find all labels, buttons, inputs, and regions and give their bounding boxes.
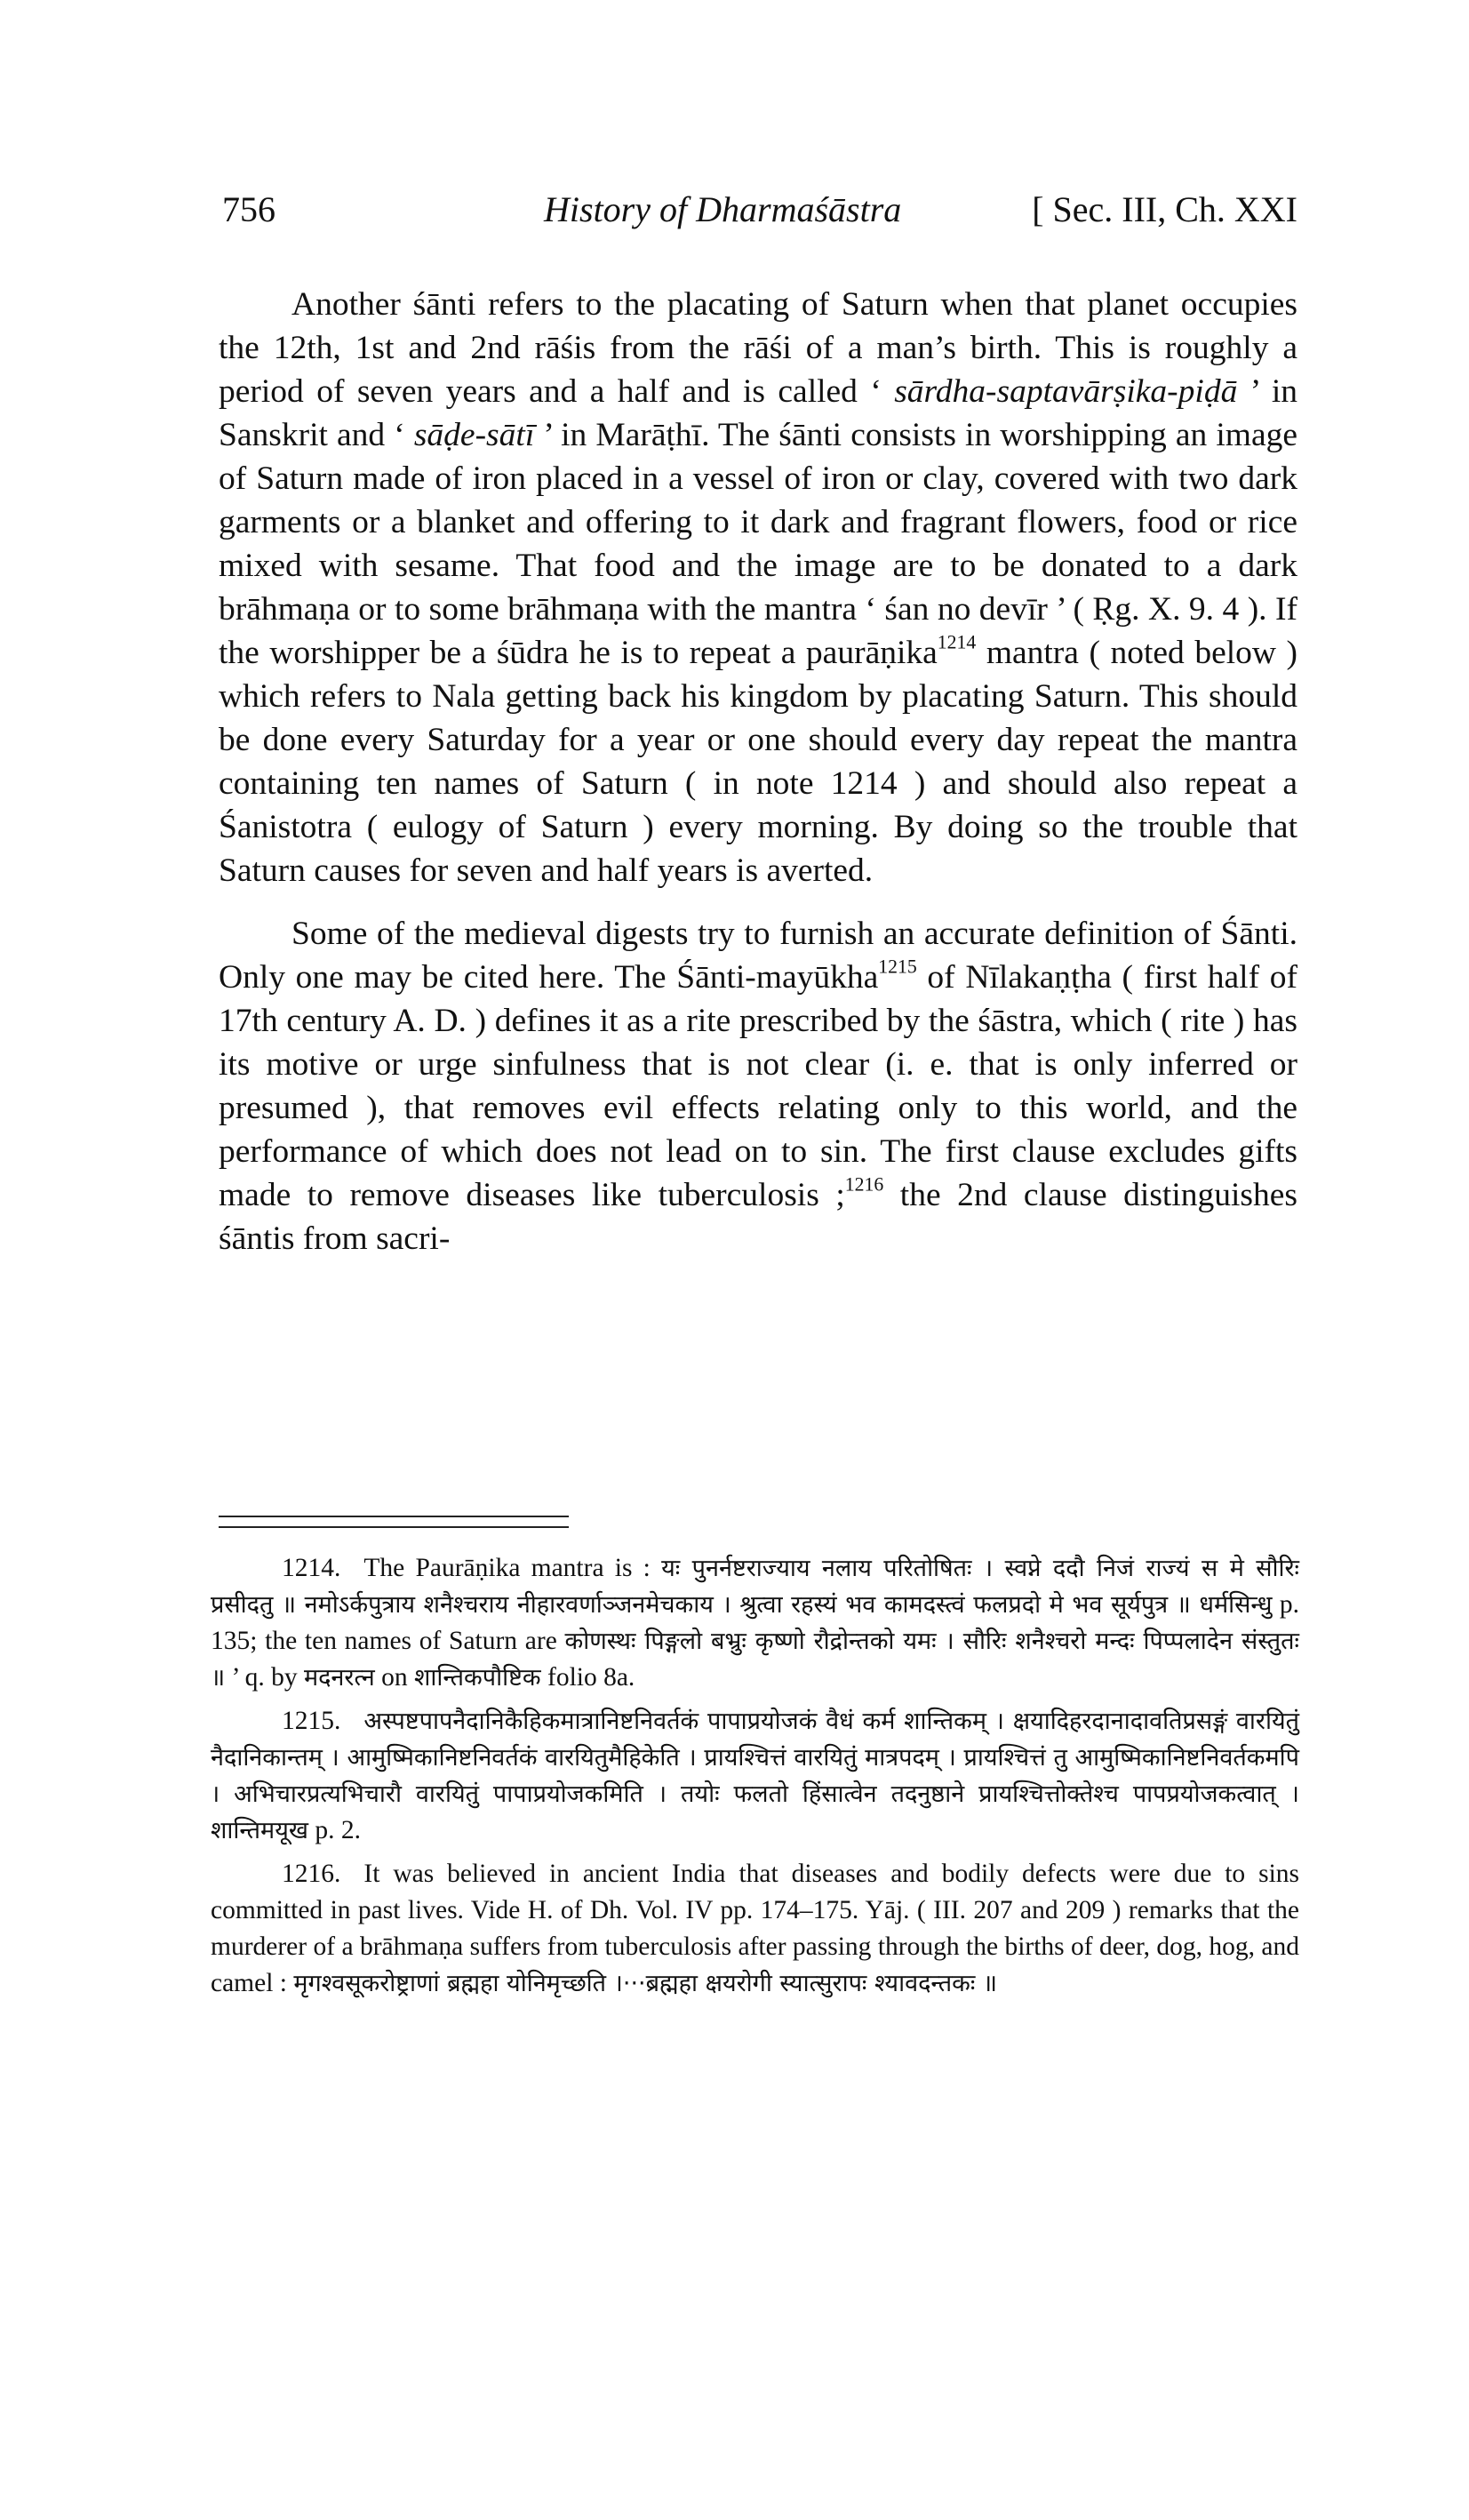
- p1-text-2: ’ in Sanskrit and ‘: [219, 373, 1298, 453]
- footnote-number: 1215.: [282, 1707, 341, 1735]
- fn1214-text-a: The Paurāṇika mantra is :: [363, 1554, 662, 1582]
- footnote-ref-1216[interactable]: 1216: [844, 1173, 884, 1196]
- fn1216-text-a: It was believed in ancient India that diseases and bodily defects were due to sins committed in past lives. Vide H. of Dh. Vol. IV pp. 174–175. Yāj. ( III. 207 and 209 ) remarks that the murderer of a brāhmaṇa suffers from tuberculosis after passing through the births of deer, dog, hog, and camel :: [211, 1860, 1299, 1997]
- fn1214-text-g: on: [374, 1663, 414, 1692]
- fn1214-sanskrit-names: कोणस्थः पिङ्गलो बभ्रुः कृष्णो रौद्रोन्तको यमः । सौरिः शनैश्चरो मन्दः पिप्पलादेन संस्तुतः ॥: [211, 1628, 1299, 1692]
- main-text: [219, 283, 1297, 1260]
- fn1214-text-e: ’ q. by: [225, 1663, 304, 1692]
- footnote-divider-bottom: [219, 1526, 569, 1528]
- fn1216-sanskrit-quote: मृगश्वसूकरोष्ट्राणां ब्रह्महा योनिमृच्छति ।···ब्रह्महा क्षयरोगी स्यात्सुरापः श्यावदन्तकः ॥: [293, 1970, 998, 1997]
- footnote-divider-top: [219, 1516, 569, 1517]
- footnote-ref-1215[interactable]: 1215: [878, 956, 917, 978]
- footnote-ref-1214[interactable]: 1214: [937, 631, 977, 653]
- page-header: [222, 188, 1297, 242]
- p1-term-sanskrit: sārdha-saptavārṣika-piḍā: [894, 373, 1238, 410]
- running-title: History of Dharmaśāstra: [544, 189, 902, 229]
- fn1214-text-c: p. 135; the ten names of Saturn are: [211, 1590, 1299, 1655]
- fn1214-source-title: शान्तिकपौष्टिक: [414, 1664, 541, 1692]
- p1-text-1: Another śānti refers to the placating of Saturn when that planet occupies the 12th, 1st and 2nd rāśis from the rāśi of a man’s birth. This is roughly a period of seven years and a half and is called ‘: [219, 286, 1297, 410]
- footnote-1216: [211, 1856, 1299, 2002]
- p1-text-3: ’ in Marāṭhī. The śānti consists in worshipping an image of Saturn made of iron placed in a vessel of iron or clay, covered with two dark garments or a blanket and offering to it dark and fragrant flowers, food or rice mixed with sesame. That food and the image are to be donated to a dark brāhmaṇa or to some brāhmaṇa with the mantra ‘ śan no devīr ’ ( Ṛg. X. 9. 4 ). If the worshipper be a śūdra he is to repeat a paurāṇika: [219, 417, 1297, 671]
- fn1215-text-b: p. 2.: [307, 1816, 361, 1844]
- footnotes: [211, 1550, 1299, 2009]
- fn1215-sanskrit-quote: अस्पष्टपापनैदानिकैहिकमात्रानिष्टनिवर्तकं पापाप्रयोजकं वैधं कर्म शान्तिकम् । क्षयादिहरदानादावतिप्रसङ्गं वारयितुं नैदानिकान्तम् । आमुष्मिकानिष्टनिवर्तकं वारयितुमैहिकेति । प्रायश्चित्तं वारयितुं मात्रपदम् । प्रायश्चित्तं तु आमुष्मिकानिष्टनिवर्तकमपि । अभिचारप्रत्यभिचारौ वारयितुं पापाप्रयोजकमिति । तयोः फलतो हिंसात्वेन तदनुष्ठाने प्रायश्चित्तोक्तेश्च पापप्रयोजकत्वात् । शान्तिमयूख: [211, 1708, 1299, 1844]
- p2-text-2: of Nīlakaṇṭha ( first half of 17th century A. D. ) defines it as a rite prescribed by the śāstra, which ( rite ) has its motive or urge sinfulness that is not clear (i. e. that is only inferred or presumed ), that removes evil effects relating only to this world, and the performance of which does not lead on to sin. The first clause excludes gifts made to remove diseases like tuberculosis ;: [219, 959, 1297, 1213]
- paragraph-santi-definition: [219, 912, 1297, 1260]
- footnote-number: 1216.: [282, 1860, 341, 1888]
- footnote-1214: [211, 1550, 1299, 1696]
- footnote-1215: [211, 1703, 1299, 1849]
- footnote-number: 1214.: [282, 1554, 341, 1582]
- p1-term-marathi: sāḍe-sātī: [413, 417, 535, 453]
- paragraph-saturn-santi: [219, 283, 1297, 892]
- page-number: 756: [222, 189, 275, 229]
- section-reference: [ Sec. III, Ch. XXI: [1032, 189, 1297, 229]
- p1-text-4: mantra ( noted below ) which refers to Nala getting back his kingdom by placating Saturn. This should be done every Saturday for a year or one should every day repeat the mantra containing ten names of Saturn ( in note 1214 ) and should also repeat a Śanistotra ( eulogy of Saturn ) every morning. By doing so the trouble that Saturn causes for seven and half years is averted.: [219, 635, 1297, 889]
- fn1214-sanskrit-mantra: यः पुनर्नष्टराज्याय नलाय परितोषितः । स्वप्ने ददौ निजं राज्यं स मे सौरिः प्रसीदतु ॥ नमोऽर्कपुत्राय शनैश्चराय नीहारवर्णाञ्जनमेचकाय । श्रुत्वा रहस्यं भव कामदस्त्वं फलप्रदो मे भव सूर्यपुत्र ॥ धर्मसिन्धु: [211, 1555, 1299, 1619]
- fn1214-source-work: मदनरत्न: [303, 1664, 375, 1692]
- p2-text-1: Some of the medieval digests try to furnish an accurate definition of Śānti. Only one may be cited here. The Śānti-mayūkha: [219, 916, 1297, 996]
- p2-text-3: the 2nd clause distinguishes śāntis from sacri-: [219, 1177, 1297, 1257]
- fn1214-text-i: folio 8a.: [540, 1663, 635, 1692]
